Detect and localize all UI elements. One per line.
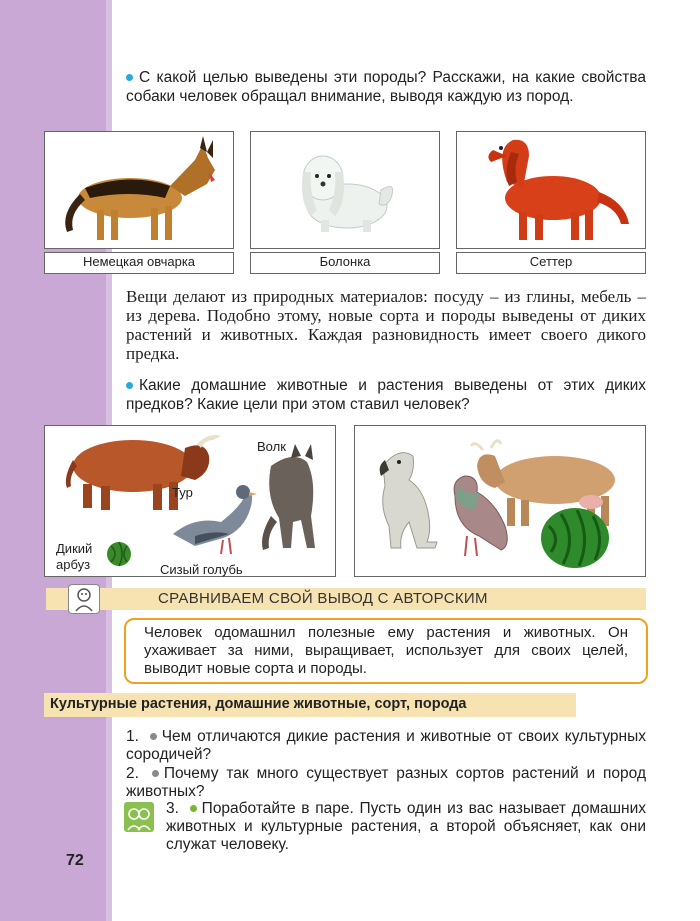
question-1 bbox=[126, 728, 646, 764]
conclusion-text: Человек одомашнил полезные ему растения и животных. Он ухаживает за ними, выращивает, использует для своих целей, выводит новые сорта и породы. bbox=[144, 624, 628, 677]
question-breeds bbox=[126, 68, 646, 106]
caption-bolonka: Болонка bbox=[250, 252, 440, 274]
domestic-animals-icon bbox=[355, 426, 645, 576]
question-2-number: 2. bbox=[126, 765, 139, 782]
bullet-icon bbox=[152, 770, 159, 777]
pair-work-icon bbox=[124, 802, 154, 832]
bullet-icon bbox=[190, 805, 197, 812]
caption-setter: Сеттер bbox=[456, 252, 646, 274]
question-1-text: Чем отличаются дикие растения и животные от своих культурных сородичей? bbox=[126, 728, 646, 763]
panel-domestic bbox=[354, 425, 646, 577]
label-rock-pigeon: Сизый голубь bbox=[160, 562, 243, 577]
bullet-icon bbox=[126, 74, 133, 81]
bolonka-icon bbox=[251, 132, 439, 248]
label-wild-watermelon bbox=[56, 541, 92, 573]
label-wild-watermelon-line2: арбуз bbox=[56, 557, 91, 572]
question-3-number: 3. bbox=[166, 800, 179, 817]
question-2-text: Почему так много существует разных сортов растений и пород животных? bbox=[126, 765, 646, 800]
page-number: 72 bbox=[66, 852, 84, 869]
bullet-icon bbox=[150, 733, 157, 740]
label-aurochs: Тур bbox=[172, 485, 193, 500]
keywords-text: Культурные растения, домашние животные, сорт, порода bbox=[50, 696, 467, 712]
question-wild-ancestors bbox=[126, 376, 646, 414]
photo-bolonka bbox=[250, 131, 440, 249]
bullet-icon bbox=[126, 382, 133, 389]
photo-setter bbox=[456, 131, 646, 249]
setter-icon bbox=[457, 132, 645, 248]
label-wolf: Волк bbox=[257, 439, 286, 454]
compare-conclusion-title: СРАВНИВАЕМ СВОЙ ВЫВОД С АВТОРСКИМ bbox=[158, 590, 488, 607]
question-1-number: 1. bbox=[126, 728, 139, 745]
question-breeds-text: С какой целью выведены эти породы? Расскажи, на какие свойства собаки человек обращал внимание, выводя каждую из пород. bbox=[126, 69, 646, 105]
paragraph-natural-materials: Вещи делают из природных материалов: посуду – из глины, мебель – из дерева. Подобно этому, новые сорта и породы выведены от диких растений и животных. Каждая разновидность имеет своего дикого предка. bbox=[126, 287, 646, 363]
kids-pair-icon bbox=[68, 584, 100, 614]
question-3 bbox=[166, 800, 646, 854]
label-wild-watermelon-line1: Дикий bbox=[56, 541, 93, 556]
question-wild-ancestors-text: Какие домашние животные и растения выведены от этих диких предков? Какие цели при этом ставил человек? bbox=[126, 377, 646, 413]
caption-german-shepherd: Немецкая овчарка bbox=[44, 252, 234, 274]
german-shepherd-icon bbox=[45, 132, 233, 248]
photo-german-shepherd bbox=[44, 131, 234, 249]
question-3-text: Поработайте в паре. Пусть один из вас называет домашних животных и культурные растения, а второй объясняет, как они служат человеку. bbox=[166, 800, 646, 853]
question-2 bbox=[126, 765, 646, 801]
